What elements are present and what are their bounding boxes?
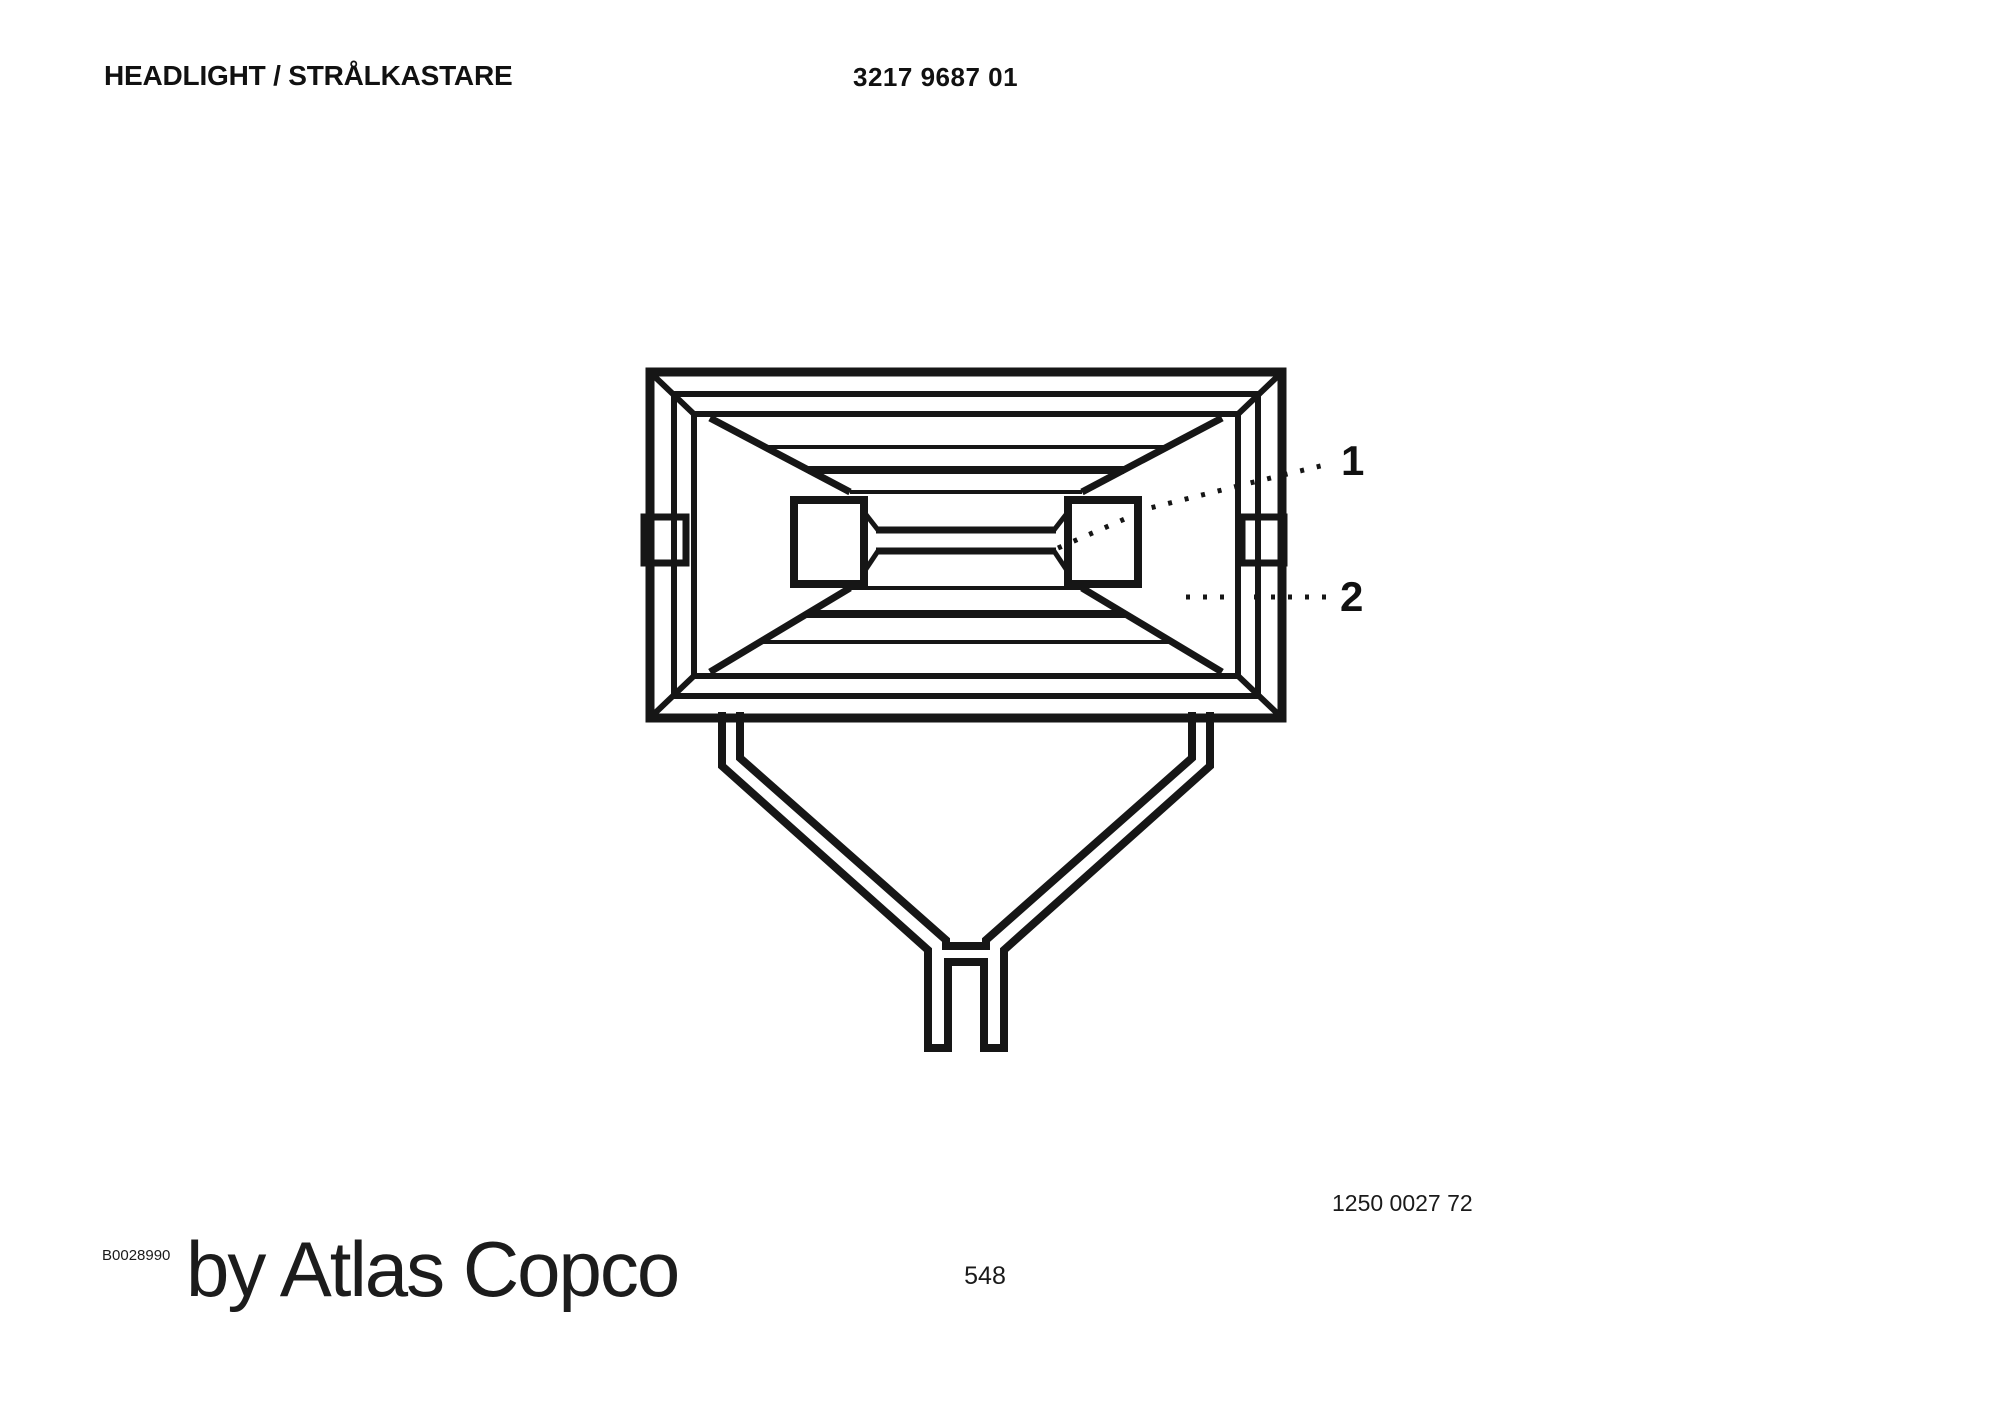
brand-line: by Atlas Copco (186, 1225, 679, 1313)
bulb-assembly (794, 500, 1138, 584)
doc-number: 1250 0027 72 (1332, 1190, 1473, 1216)
corner-bevels (653, 375, 1279, 715)
bracket-outer-edge (722, 712, 1210, 1048)
callout-2: 2 (1340, 573, 1364, 620)
page-number: 548 (964, 1262, 1006, 1290)
part-number: 3217 9687 01 (853, 62, 1019, 92)
page-title: HEADLIGHT / STRÅLKASTARE (104, 60, 513, 91)
bulb-holder-left (794, 500, 864, 584)
reflector (710, 418, 1222, 672)
bracket-inner-edge (740, 712, 1192, 946)
reflector-diagonals (710, 418, 1222, 672)
bulb-holder-right (1068, 500, 1138, 584)
leader-line-1 (1058, 463, 1333, 548)
bulb-tube (864, 512, 1068, 572)
mounting-bracket (722, 712, 1210, 1048)
callout-1: 1 (1341, 437, 1365, 484)
housing-frames (650, 372, 1282, 718)
image-code: B0028990 (102, 1247, 171, 1264)
